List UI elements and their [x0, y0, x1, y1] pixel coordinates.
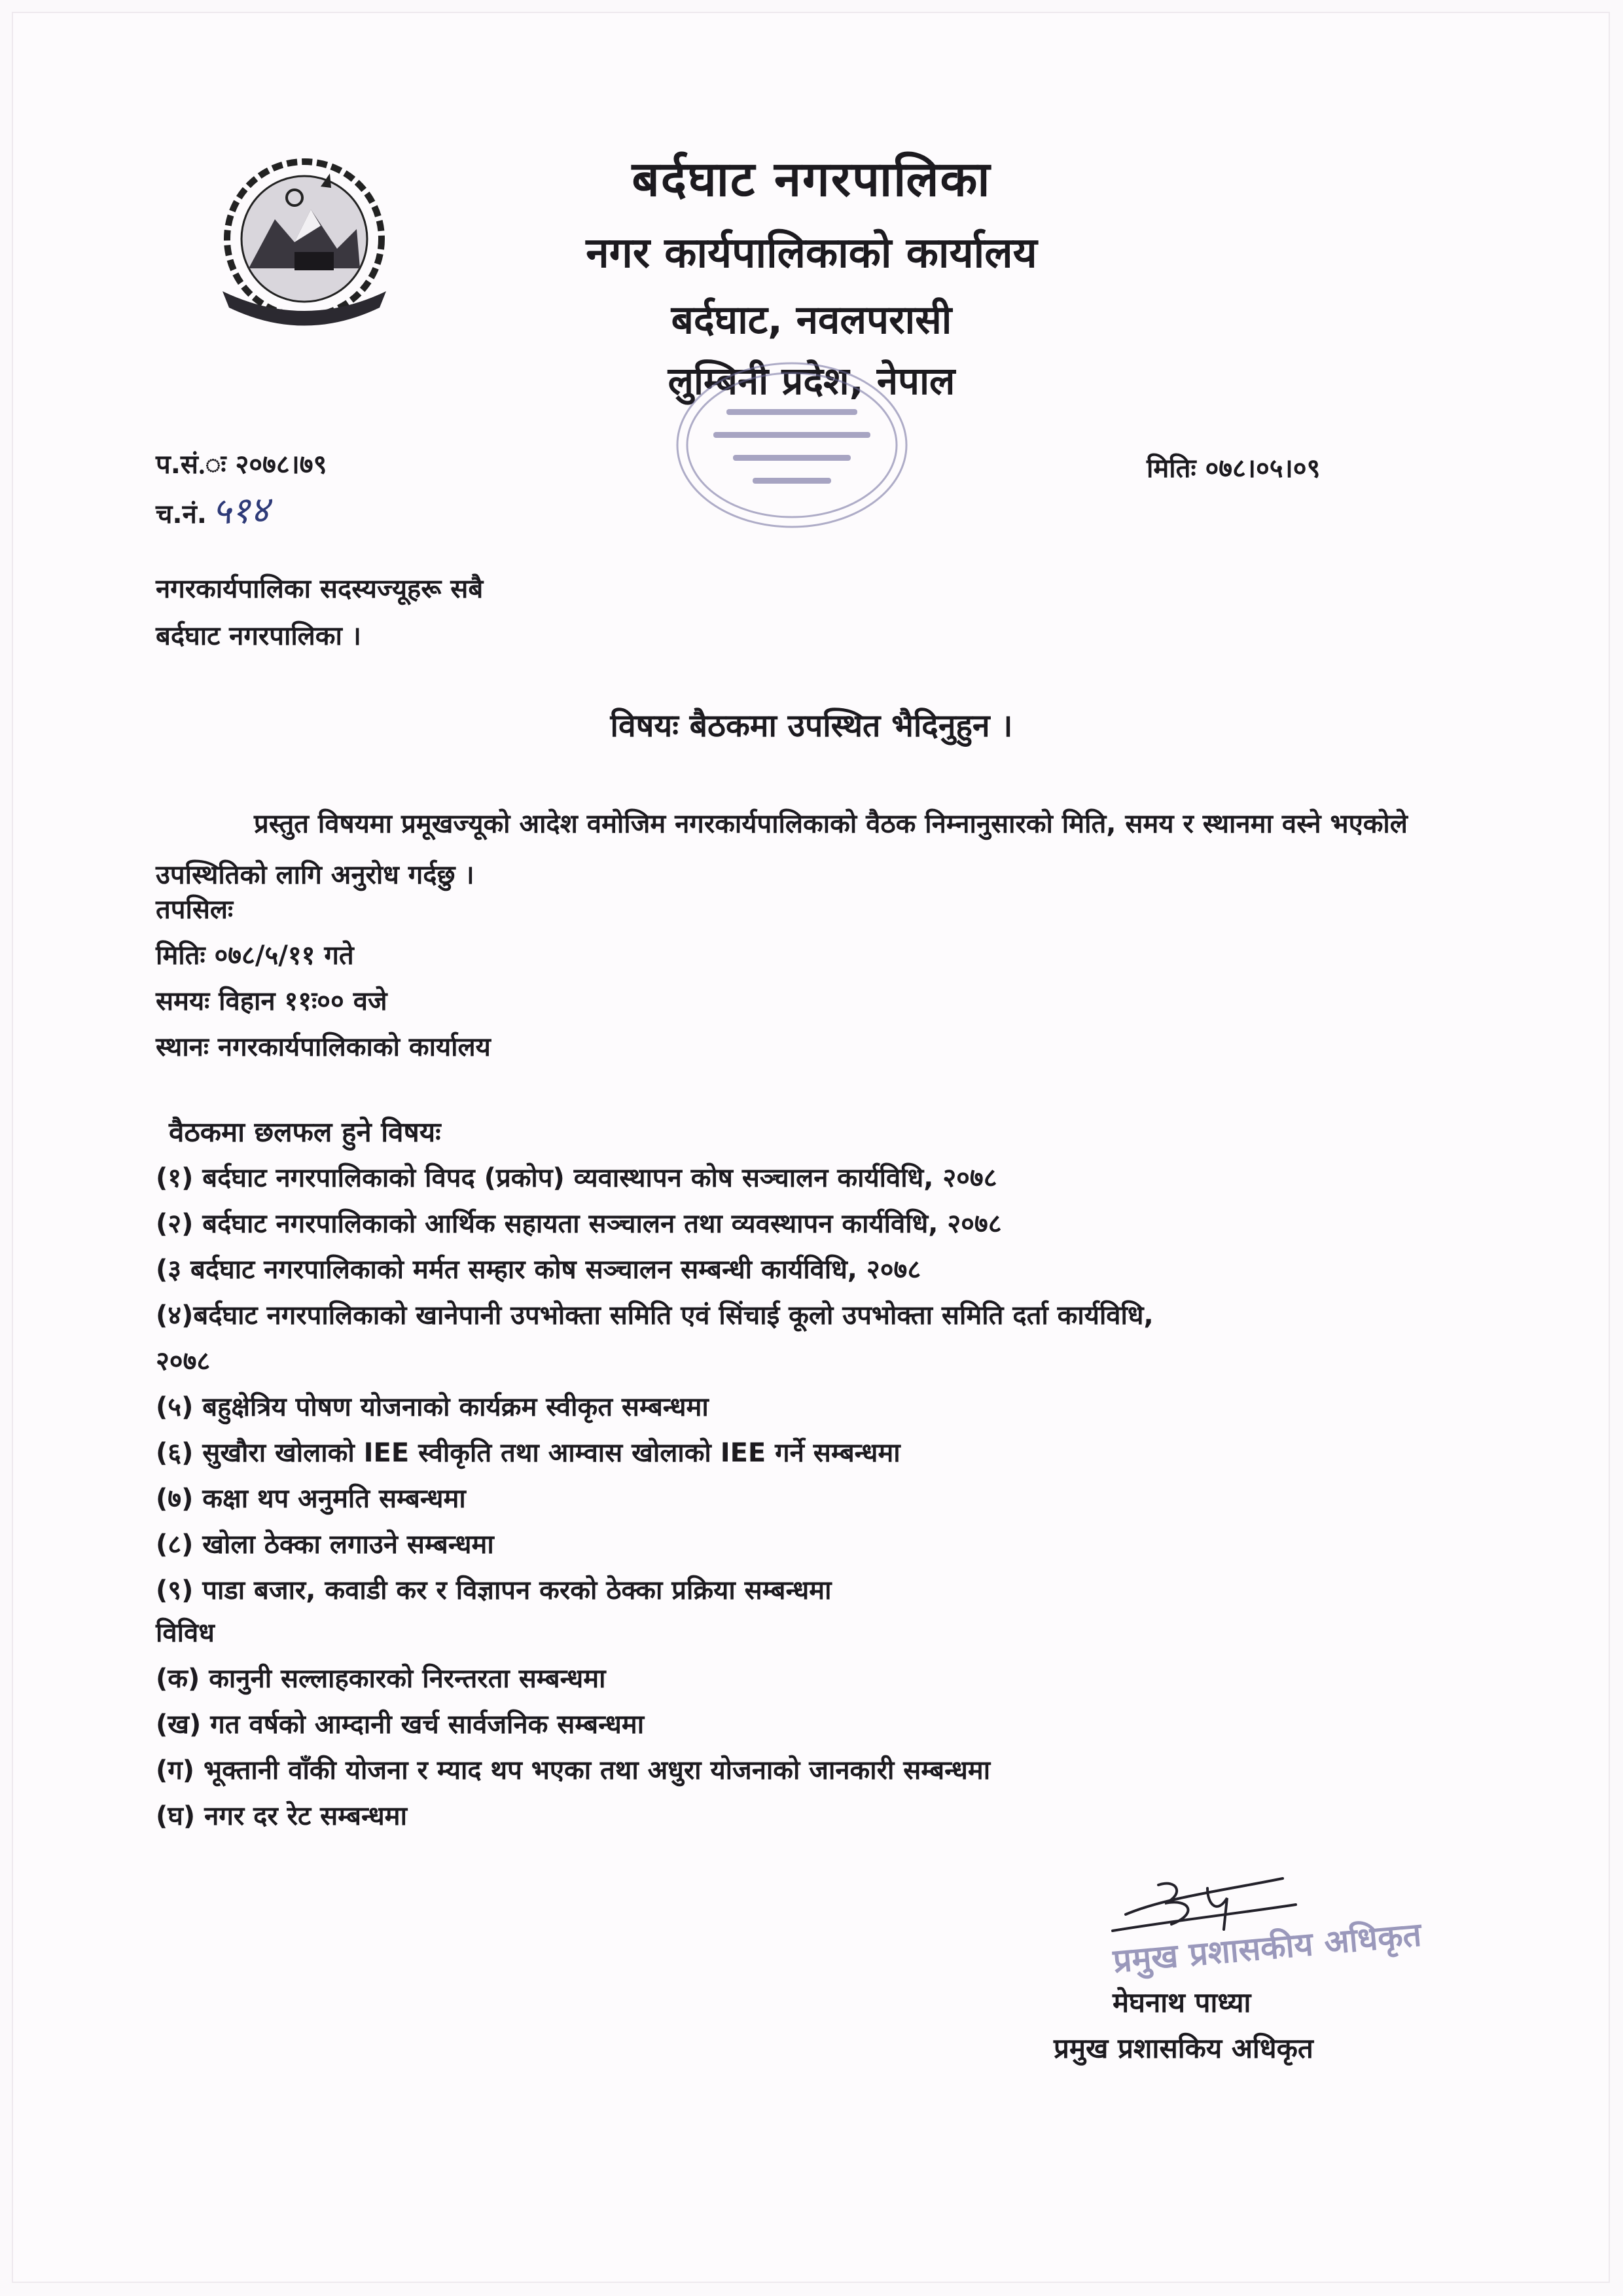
agenda-item: (८) खोला ठेक्का लगाउने सम्बन्धमा — [156, 1530, 494, 1560]
agenda-item: (५) बहुक्षेत्रिय पोषण योजनाको कार्यक्रम स्वीकृत सम्बन्धमा — [156, 1392, 709, 1422]
signatory-name: मेघनाथ पाध्या — [1113, 1986, 1251, 2018]
letter-date: मितिः ०७८।०५।०९ — [1147, 454, 1321, 484]
details-heading: तपसिलः — [156, 895, 234, 925]
misc-item: (घ) नगर दर रेट सम्बन्धमा — [156, 1801, 407, 1831]
municipality-name: बर्दघाट नगरपालिका — [632, 151, 991, 207]
agenda-item: (१) बर्दघाट नगरपालिकाको विपद (प्रकोप) व्यवास्थापन कोष सञ्चालन कार्यविधि, २०७८ — [156, 1163, 997, 1193]
office-province: लुम्बिनी प्रदेश, नेपाल — [668, 359, 955, 403]
office-stamp — [668, 353, 916, 537]
letter-subject: विषयः बैठकमा उपस्थित भैदिनुहुन । — [610, 708, 1013, 744]
office-location: बर्दघाट, नवलपरासी — [671, 297, 952, 343]
meeting-date: मितिः ०७८/५/११ गते — [156, 941, 354, 971]
letter-body: प्रस्तुत विषयमा प्रमूखज्यूको आदेश वमोजिम नगरकार्यपालिकाको वैठक निम्नानुसारको मिति, समय र स्थानमा वस्ने भएकोले उपस्थितिको लागि अनुरोध गर्दछु । — [156, 809, 1408, 890]
agenda-item-continuation: २०७८ — [156, 1346, 211, 1376]
misc-item: (ख) गत वर्षको आम्दानी खर्च सार्वजनिक सम्बन्धमा — [156, 1710, 645, 1740]
meeting-time: समयः विहान ११ः०० वजे — [156, 986, 387, 1016]
agenda-item: (९) पाडा बजार, कवाडी कर र विज्ञापन करको ठेक्का प्रक्रिया सम्बन्धमा — [156, 1575, 832, 1605]
misc-item: (ग) भूक्तानी वाँकी योजना र म्याद थप भएका तथा अधुरा योजनाको जानकारी सम्बन्धमा — [156, 1755, 991, 1785]
office-name: नगर कार्यपालिकाको कार्यालय — [586, 229, 1037, 278]
agenda-heading: वैठकमा छलफल हुने विषयः — [169, 1116, 441, 1148]
agenda-item: (२) बर्दघाट नगरपालिकाको आर्थिक सहायता सञ्चालन तथा व्यवस्थापन कार्यविधि, २०७८ — [156, 1209, 1002, 1239]
misc-heading: विविध — [156, 1618, 215, 1648]
dispatch-number-label: च.नं. — [156, 499, 207, 529]
addressee-line: नगरकार्यपालिका सदस्यज्यूहरू सबै — [156, 574, 484, 604]
meeting-place: स्थानः नगरकार्यपालिकाको कार्यालय — [156, 1032, 491, 1062]
letter-reference-number: प.सं.ः २०७८।७९ — [156, 450, 327, 480]
signatory-title: प्रमुख प्रशासकिय अधिकृत — [1054, 2032, 1313, 2064]
addressee-line: बर्दघाट नगरपालिका । — [156, 621, 361, 651]
designation-stamp: प्रमुख प्रशासकीय अधिकृत — [1111, 1915, 1423, 1981]
misc-item: (क) कानुनी सल्लाहकारको निरन्तरता सम्बन्धमा — [156, 1664, 606, 1694]
agenda-item: (६) सुखौरा खोलाको IEE स्वीकृति तथा आम्वास खोलाको IEE गर्ने सम्बन्धमा — [156, 1438, 901, 1468]
dispatch-number — [156, 484, 269, 534]
agenda-item: (७) कक्षा थप अनुमति सम्बन्धमा — [156, 1484, 466, 1514]
dispatch-number-handwritten: ५१४ — [211, 488, 270, 533]
agenda-item: (३ बर्दघाट नगरपालिकाको मर्मत सम्हार कोष सञ्चालन सम्बन्धी कार्यविधि, २०७८ — [156, 1255, 921, 1285]
agenda-item: (४)बर्दघाट नगरपालिकाको खानेपानी उपभोक्ता समिति एवं सिंचाई कूलो उपभोक्ता समिति दर्ता कार्यविधि, — [156, 1300, 1154, 1331]
